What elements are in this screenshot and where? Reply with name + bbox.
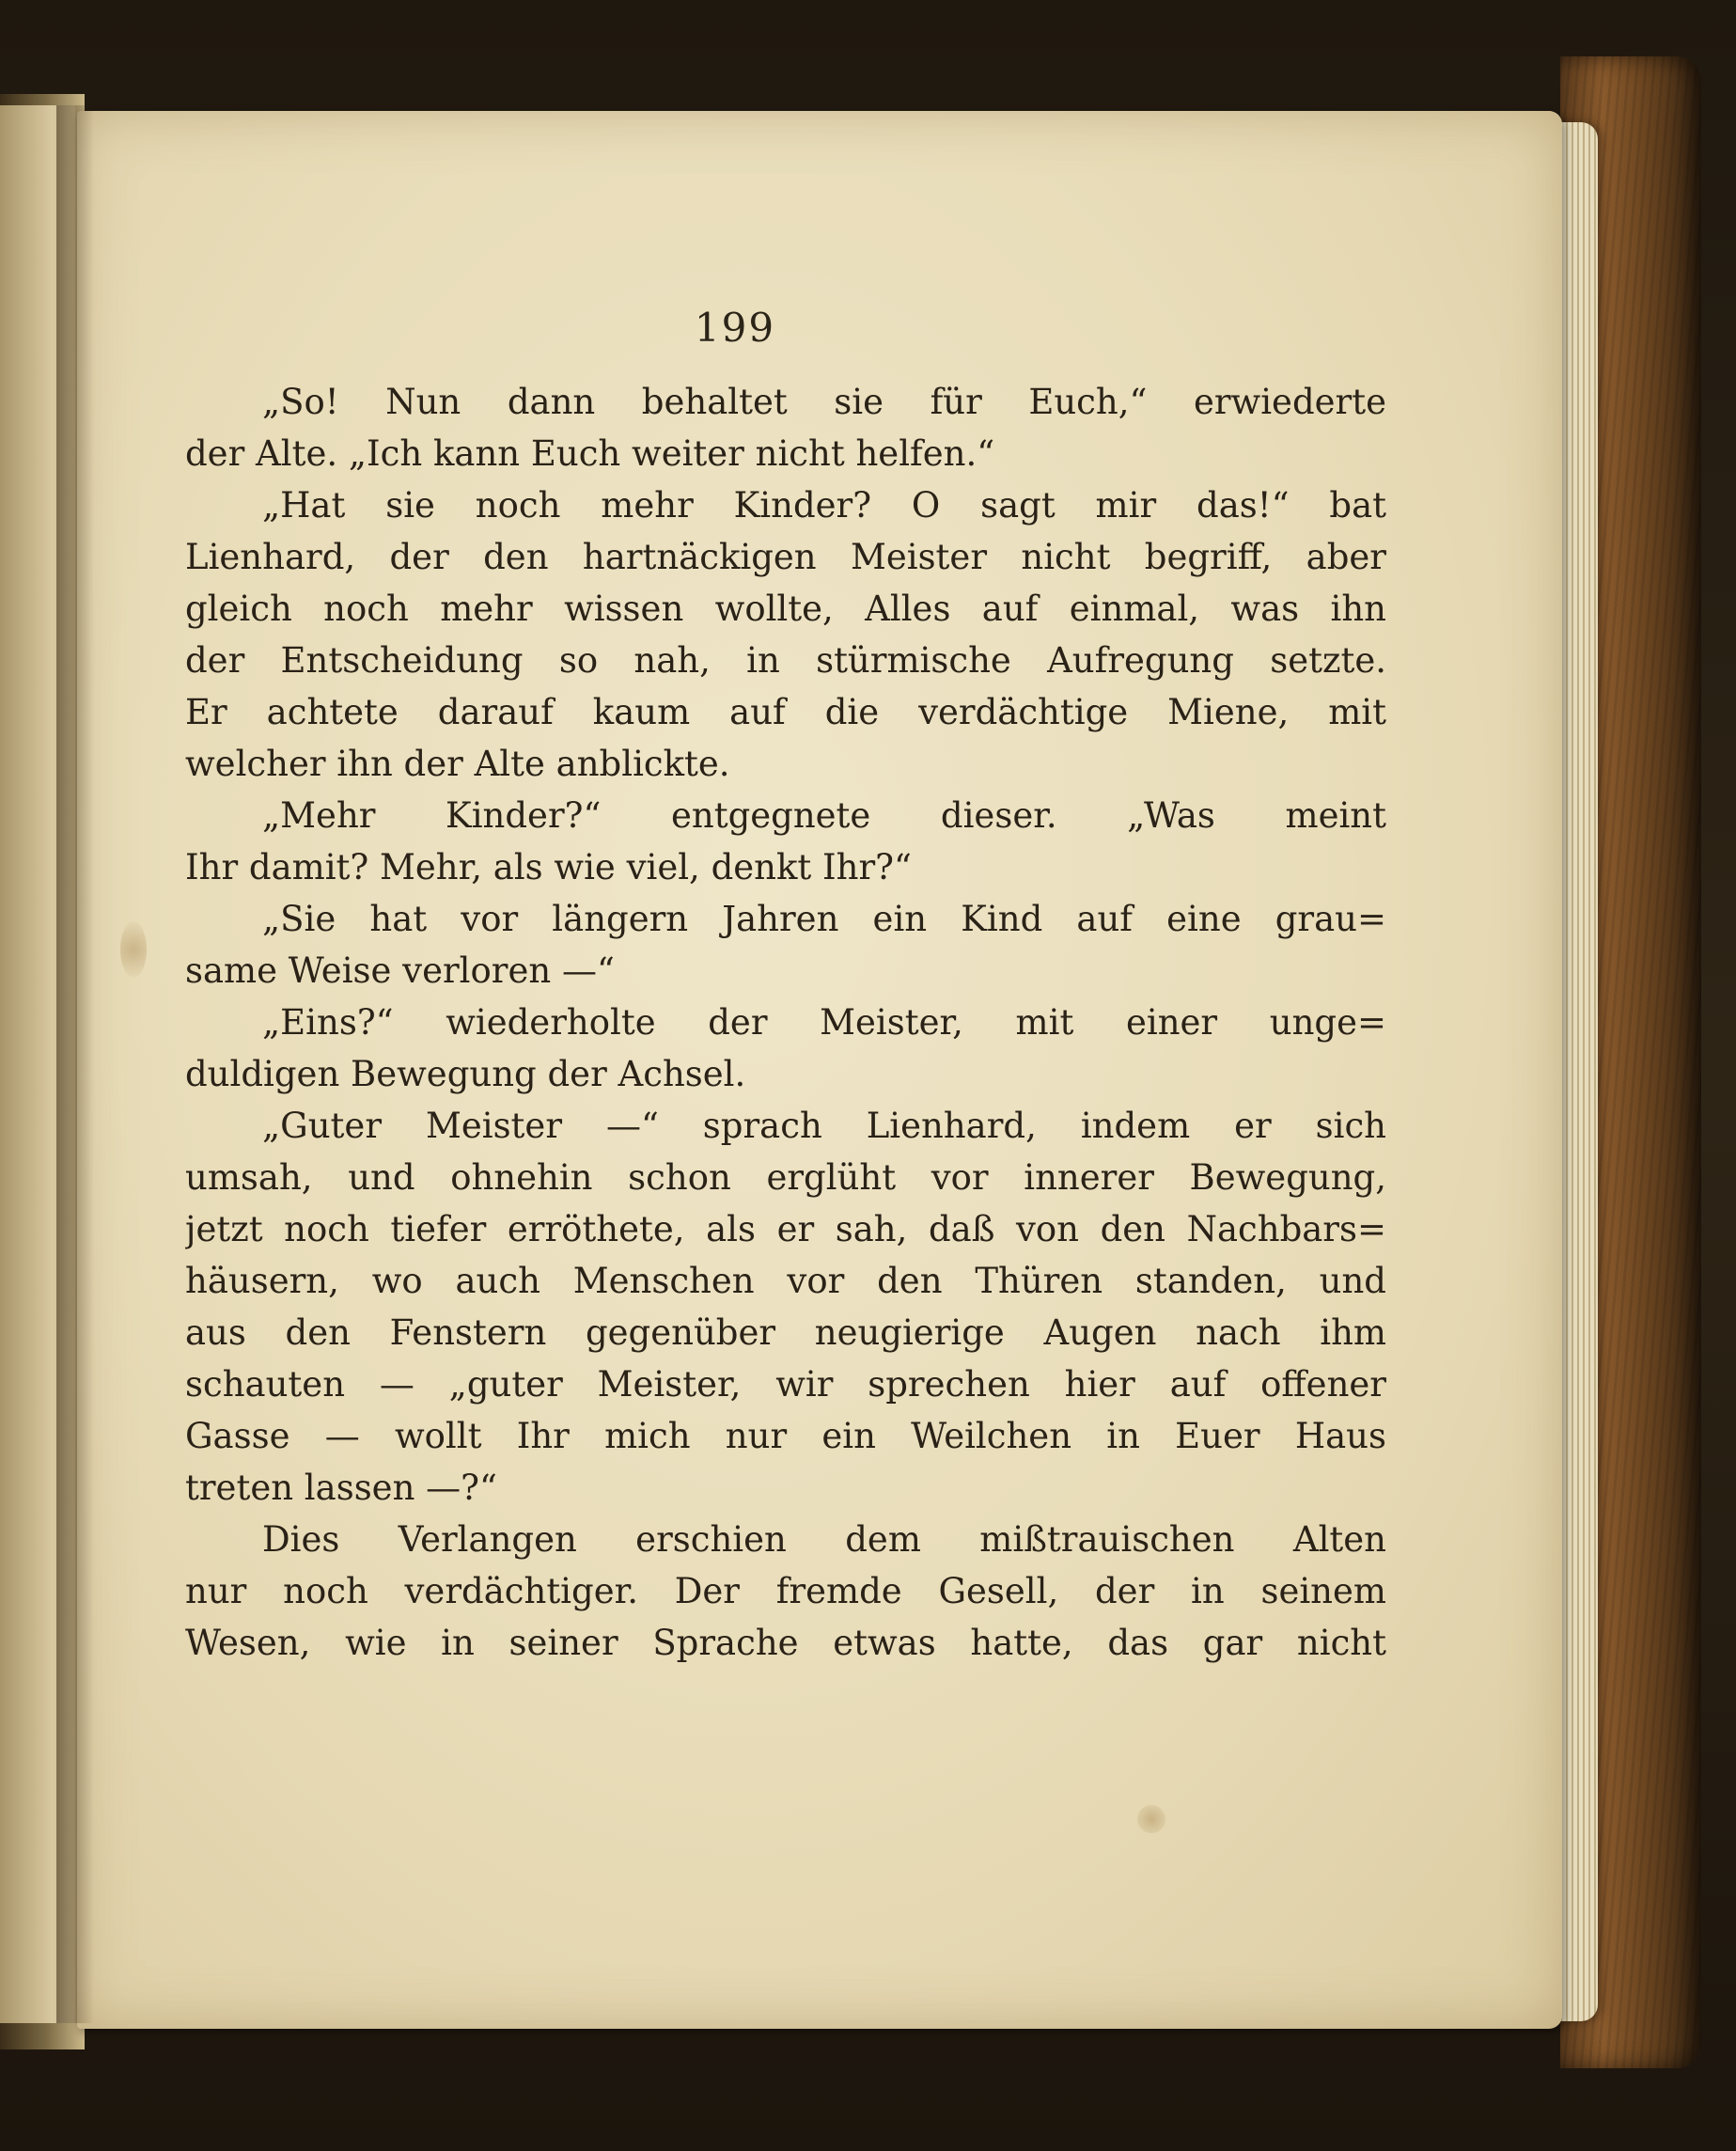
text-line: welcher ihn der Alte anblickte. [185,744,730,784]
text-line: „Sie hat vor längern Jahren ein Kind auf eine grau= [262,899,1386,939]
text-line: aus den Fenstern gegenüber neugierige Augen nach ihm [185,1312,1386,1353]
gutter-shadow [56,105,94,2023]
text-line: nur noch verdächtiger. Der fremde Gesell, der in seinem [185,1571,1386,1611]
text-line: „Hat sie noch mehr Kinder? O sagt mir das!“ bat [262,485,1386,526]
text-line: „Eins?“ wiederholte der Meister, mit einer unge= [262,1002,1386,1043]
text-line: Er achtete darauf kaum auf die verdächtige Miene, mit [185,692,1386,732]
text-line: schauten — „guter Meister, wir sprechen hier auf offener [185,1364,1386,1405]
text-line: umsah, und ohnehin schon erglüht vor innerer Bewegung, [185,1157,1386,1198]
text-line: Gasse — wollt Ihr mich nur ein Weilchen in Euer Haus [185,1416,1386,1456]
text-line: Wesen, wie in seiner Sprache etwas hatte, das gar nicht [185,1623,1386,1663]
text-line: „Guter Meister —“ sprach Lienhard, indem er sich [262,1106,1386,1146]
paper-stain [120,921,147,978]
book-page [77,111,1562,2029]
text-line: der Entscheidung so nah, in stürmische Aufregung setzte. [185,640,1386,681]
paper-stain [1137,1805,1165,1833]
text-line: „So! Nun dann behaltet sie für Euch,“ erwiederte [262,382,1386,422]
text-line: gleich noch mehr wissen wollte, Alles auf einmal, was ihn [185,589,1386,629]
text-line: jetzt noch tiefer erröthete, als er sah, daß von den Nachbars= [185,1209,1386,1249]
text-line: „Mehr Kinder?“ entgegnete dieser. „Was meint [262,795,1386,836]
page-text [185,376,1386,1669]
text-line: Ihr damit? Mehr, als wie viel, denkt Ihr?“ [185,847,912,887]
page-number: 199 [694,305,776,351]
text-line: duldigen Bewegung der Achsel. [185,1054,746,1094]
text-line: treten lassen —?“ [185,1468,497,1508]
text-line: Lienhard, der den hartnäckigen Meister nicht begriff, aber [185,537,1386,577]
text-line: Dies Verlangen erschien dem mißtrauischen Alten [262,1519,1386,1560]
text-line: häusern, wo auch Menschen vor den Thüren standen, und [185,1261,1386,1301]
text-line: same Weise verloren —“ [185,950,615,991]
text-line: der Alte. „Ich kann Euch weiter nicht helfen.“ [185,433,995,474]
